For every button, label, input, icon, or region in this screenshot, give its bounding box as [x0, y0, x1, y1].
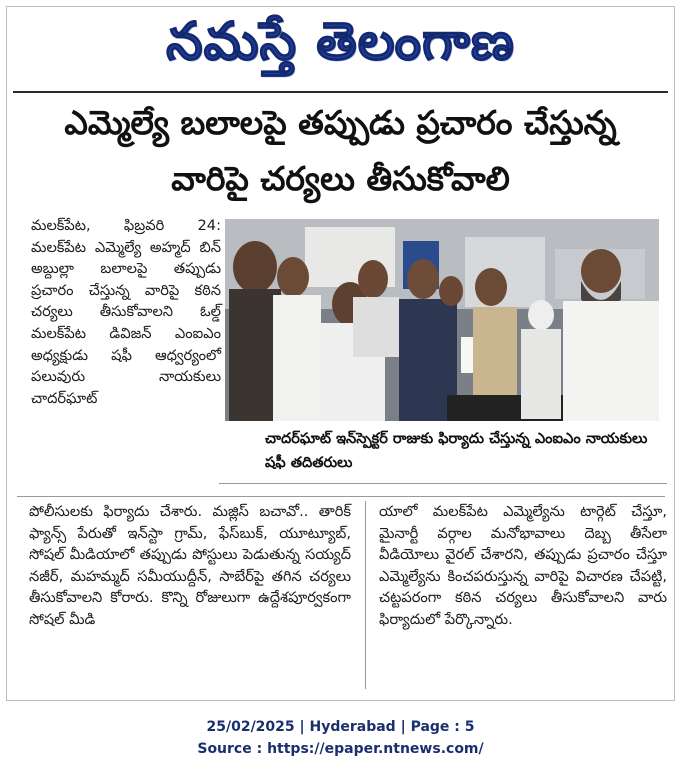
- news-photo: [225, 219, 659, 421]
- column-divider: [365, 501, 366, 689]
- headline-line-1: ఎమ్మెల్యే బలాలపై తప్పుడు ప్రచారం చేస్తున్న: [64, 103, 617, 142]
- source-link[interactable]: Source : https://epaper.ntnews.com/: [197, 741, 484, 757]
- edition-info: 25/02/2025 | Hyderabad | Page : 5: [206, 719, 475, 735]
- headline-line-2: వారిపై చర్యలు తీసుకోవాలి: [171, 159, 510, 198]
- body-divider: [17, 496, 665, 497]
- masthead: [7, 9, 674, 87]
- newspaper-logo: నమస్తే తెలంగాణ: [166, 11, 515, 72]
- article-intro: మలక్‌పేట, ఫిబ్రవరి 24: మలక్‌పేట ఎమ్మెల్యే అహ్మద్ బిన్ అబ్దుల్లా బలాలపై తప్పుడు ప్రచారం చేస్తున్న వారిపై కఠిన చర్యలు తీసుకోవాలని ఓల్డ్ మలక్‌పేట డివిజన్ ఎంఐఎం అధ్యక్షుడు షఫీ ఆధ్వర్యంలో పలువురు నాయకులు చాదర్‌ఘాట్: [31, 217, 221, 407]
- article-body-left-column: పోలీసులకు ఫిర్యాదు చేశారు. మజ్లిస్ బచావో.. తారిక్ ఫ్యాన్స్ పేరుతో ఇన్‌స్టా గ్రామ్, ఫేస్‌బుక్, యూట్యూబ్, సోషల్ మీడియాలో తప్పుడు పోస్టులు పెడుతున్న సయ్యద్ నజీర్, మహమ్మద్ సమీయుద్దీన్, సాబేర్‌పై తగిన చర్యలు తీసుకోవాలని కోరారు. కొన్ని రోజులుగా ఉద్దేశపూర్వకంగా సోషల్ మీడి: [29, 503, 351, 628]
- article-body-right-column: యాలో మలక్‌పేట ఎమ్మెల్యేను టార్గెట్ చేస్తూ, మైనార్టీ వర్గాల మనోభావాలు దెబ్బ తీసేలా వీడియోలు వైరల్ చేశారని, తప్పుడు ప్రచారం చేస్తూ ఎమ్మెల్యేను కించపరుస్తున్న వారిపై విచారణ చేపట్టి, చట్టపరంగా కఠిన చర్యలు తీసుకోవాలని వారు ఫిర్యాదులో పేర్కొన్నారు.: [379, 503, 667, 628]
- photo-illustration: [225, 219, 659, 421]
- masthead-divider: [13, 91, 668, 93]
- photo-caption: చాదర్‌ఘాట్ ఇన్‌స్పెక్టర్ రాజుకు ఫిర్యాదు చేస్తున్న ఎంఐఎం నాయకులు షఫీ తదితరులు: [265, 431, 648, 471]
- caption-divider: [219, 483, 667, 484]
- newspaper-clipping: [6, 6, 675, 701]
